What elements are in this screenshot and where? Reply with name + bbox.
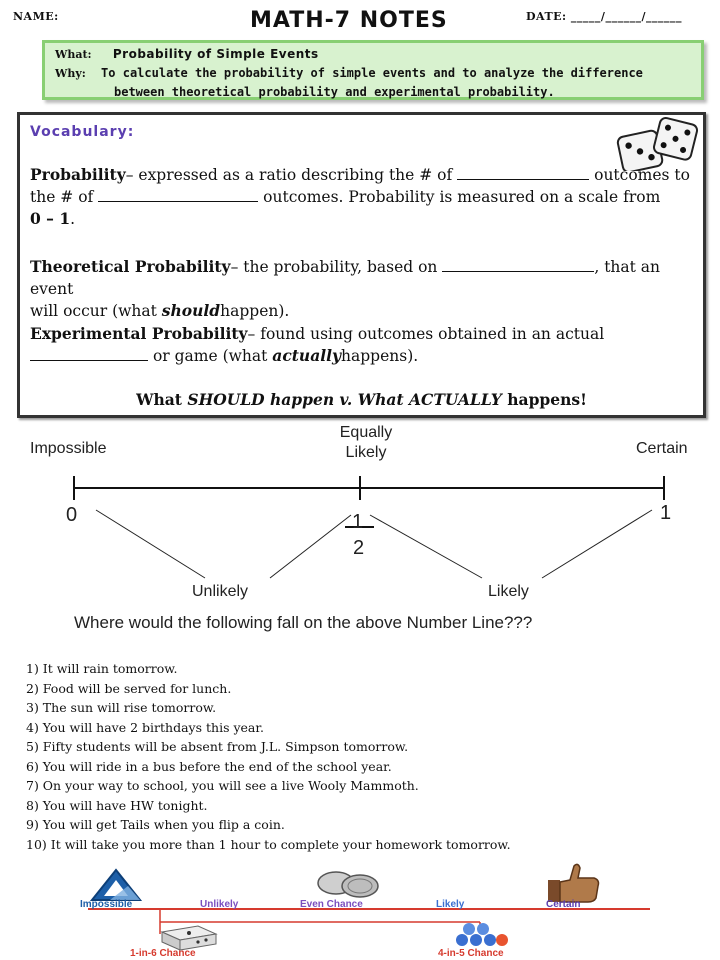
probability-text-b: outcomes to (594, 166, 690, 184)
probability-text-c: the # of (30, 188, 94, 206)
what-text: Probability of Simple Events (112, 47, 319, 61)
list-item: 10) It will take you more than 1 hour to complete your homework tomorrow. (26, 836, 511, 852)
equally-likely-label (328, 424, 404, 462)
vocabulary-title: Vocabulary: (30, 124, 135, 140)
list-item: 7) On your way to school, you will see a live Wooly Mammoth. (26, 778, 419, 793)
summary-c: ACTUALLY (409, 390, 502, 409)
page-title: MATH-7 NOTES (250, 8, 448, 33)
coins-icon (312, 868, 386, 900)
theoretical-text-c: will occur (what (30, 302, 157, 320)
what-label: What: (55, 48, 92, 61)
list-item: 4) You will have 2 birthdays this year. (26, 719, 264, 735)
half-denominator: 2 (353, 537, 365, 559)
scale-four-in-five-label: 4-in-5 Chance (438, 948, 504, 959)
likely-label: Likely (488, 583, 529, 600)
probability-term: Probability (30, 165, 126, 184)
theoretical-should: should (161, 301, 221, 320)
why-line-1: To calculate the probability of simple events and to analyze the difference (101, 66, 643, 80)
blank-line (442, 257, 594, 272)
blank-line (457, 165, 589, 180)
probability-text-f: . (70, 210, 76, 228)
name-label: NAME: (13, 10, 59, 23)
summary-b: SHOULD happen v. What (187, 390, 404, 409)
half-numerator: 1 (352, 511, 364, 533)
probability-range: 0 – 1 (30, 209, 71, 228)
one-label: 1 (660, 502, 672, 524)
list-item: 2) Food will be served for lunch. (26, 680, 232, 696)
probability-definition (30, 164, 700, 230)
equally-label-1: Equally (339, 424, 393, 441)
list-item: 1) It will rain tomorrow. (26, 661, 178, 676)
experimental-text-d: happens). (341, 347, 419, 365)
zero-label: 0 (66, 504, 78, 526)
list-item: 3) The sun will rise tomorrow. (26, 700, 217, 715)
list-item: 9) You will get Tails when you flip a coin. (26, 817, 285, 832)
date-label: DATE: _____/______/______ (526, 10, 682, 23)
scale-likely-label: Likely (436, 899, 465, 910)
dice-icon (612, 117, 704, 171)
theoretical-term: Theoretical Probability (30, 257, 231, 276)
experimental-actually: actually (272, 346, 342, 365)
why-line-2: between theoretical probability and experimental probability. (114, 85, 555, 99)
scale-certain-label: Certain (546, 899, 581, 910)
summary-d: happens! (507, 390, 587, 409)
vocabulary-box (17, 112, 706, 418)
unlikely-label: Unlikely (192, 583, 249, 600)
impossible-triangle-icon (88, 868, 144, 902)
blank-line (30, 346, 148, 361)
summary-a: What (136, 390, 182, 409)
probability-text-d: outcomes. Probability is measured on a scale from (263, 188, 661, 206)
scale-unlikely-label: Unlikely (200, 899, 239, 910)
theoretical-text-b: , that an event (30, 258, 661, 298)
why-label: Why: (55, 67, 86, 80)
blank-line (98, 187, 258, 202)
theoretical-text-a: – the probability, based on (230, 258, 438, 276)
list-item: 5) Fifty students will be absent from J.L. Simpson tomorrow. (26, 739, 409, 754)
theoretical-definition (30, 256, 700, 322)
question-text: Where would the following fall on the above Number Line??? (74, 613, 533, 632)
summary-line (20, 389, 703, 411)
probability-scale-graphic (60, 862, 680, 960)
scale-impossible-label: Impossible (80, 899, 133, 910)
list-item: 8) You will have HW tonight. (26, 797, 208, 813)
experimental-text-a: – found using outcomes obtained in an actual (247, 325, 605, 343)
theoretical-text-e: happen). (220, 302, 290, 320)
impossible-label: Impossible (30, 440, 107, 457)
experimental-term: Experimental Probability (30, 324, 248, 343)
scale-one-in-six-label: 1-in-6 Chance (130, 948, 196, 959)
thumbs-up-icon (544, 862, 602, 904)
equally-label-2: Likely (345, 444, 387, 461)
scale-even-chance-label: Even Chance (300, 899, 363, 910)
experimental-definition (30, 323, 700, 367)
probability-text-a: – expressed as a ratio describing the # of (125, 166, 453, 184)
list-item: 6) You will ride in a bus before the end of the school year. (26, 758, 392, 774)
scenario-list (26, 659, 686, 854)
objective-banner (42, 40, 704, 100)
certain-label: Certain (636, 440, 688, 457)
experimental-text-b: or game (what (152, 347, 268, 365)
marbles-icon (450, 920, 510, 950)
